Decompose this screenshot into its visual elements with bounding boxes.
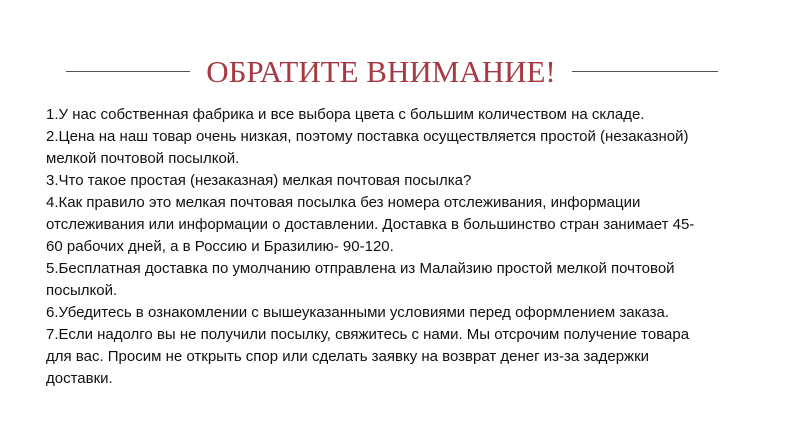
notice-line: 5.Бесплатная доставка по умолчанию отправлена из Малайзию простой мелкой почтовой [46, 260, 675, 277]
notice-line: для вас. Просим не открыть спор или сделать заявку на возврат денег из-за задержки [46, 348, 650, 365]
notice-line: 6.Убедитесь в ознакомлении с вышеуказанными условиями перед оформлением заказа. [46, 304, 670, 321]
notice-line: 7.Если надолго вы не получили посылку, свяжитесь с нами. Мы отсрочим получение товара [46, 326, 690, 343]
notice-line: доставки. [46, 370, 113, 387]
notice-title: ОБРАТИТЕ ВНИМАНИЕ! [206, 54, 556, 89]
notice-line: мелкой почтовой посылкой. [46, 150, 240, 167]
notice-line: 60 рабочих дней, а в Россию и Бразилию- 90-120. [46, 238, 394, 255]
left-divider [66, 71, 190, 72]
notice-line: 4.Как правило это мелкая почтовая посылка без номера отслеживания, информации [46, 194, 641, 211]
notice-line: отслеживания или информации о доставлении. Доставка в большинство стран занимает 45- [46, 216, 695, 233]
notice-line: 1.У нас собственная фабрика и все выбора цвета с большим количеством на складе. [46, 106, 645, 123]
notice-line: 3.Что такое простая (незаказная) мелкая почтовая посылка? [46, 172, 472, 189]
notice-header [0, 50, 800, 94]
notice-line: 2.Цена на наш товар очень низкая, поэтому поставка осуществляется простой (незаказной) [46, 128, 689, 145]
right-divider [572, 71, 718, 72]
notice-body [46, 104, 756, 390]
notice-line: посылкой. [46, 282, 118, 299]
